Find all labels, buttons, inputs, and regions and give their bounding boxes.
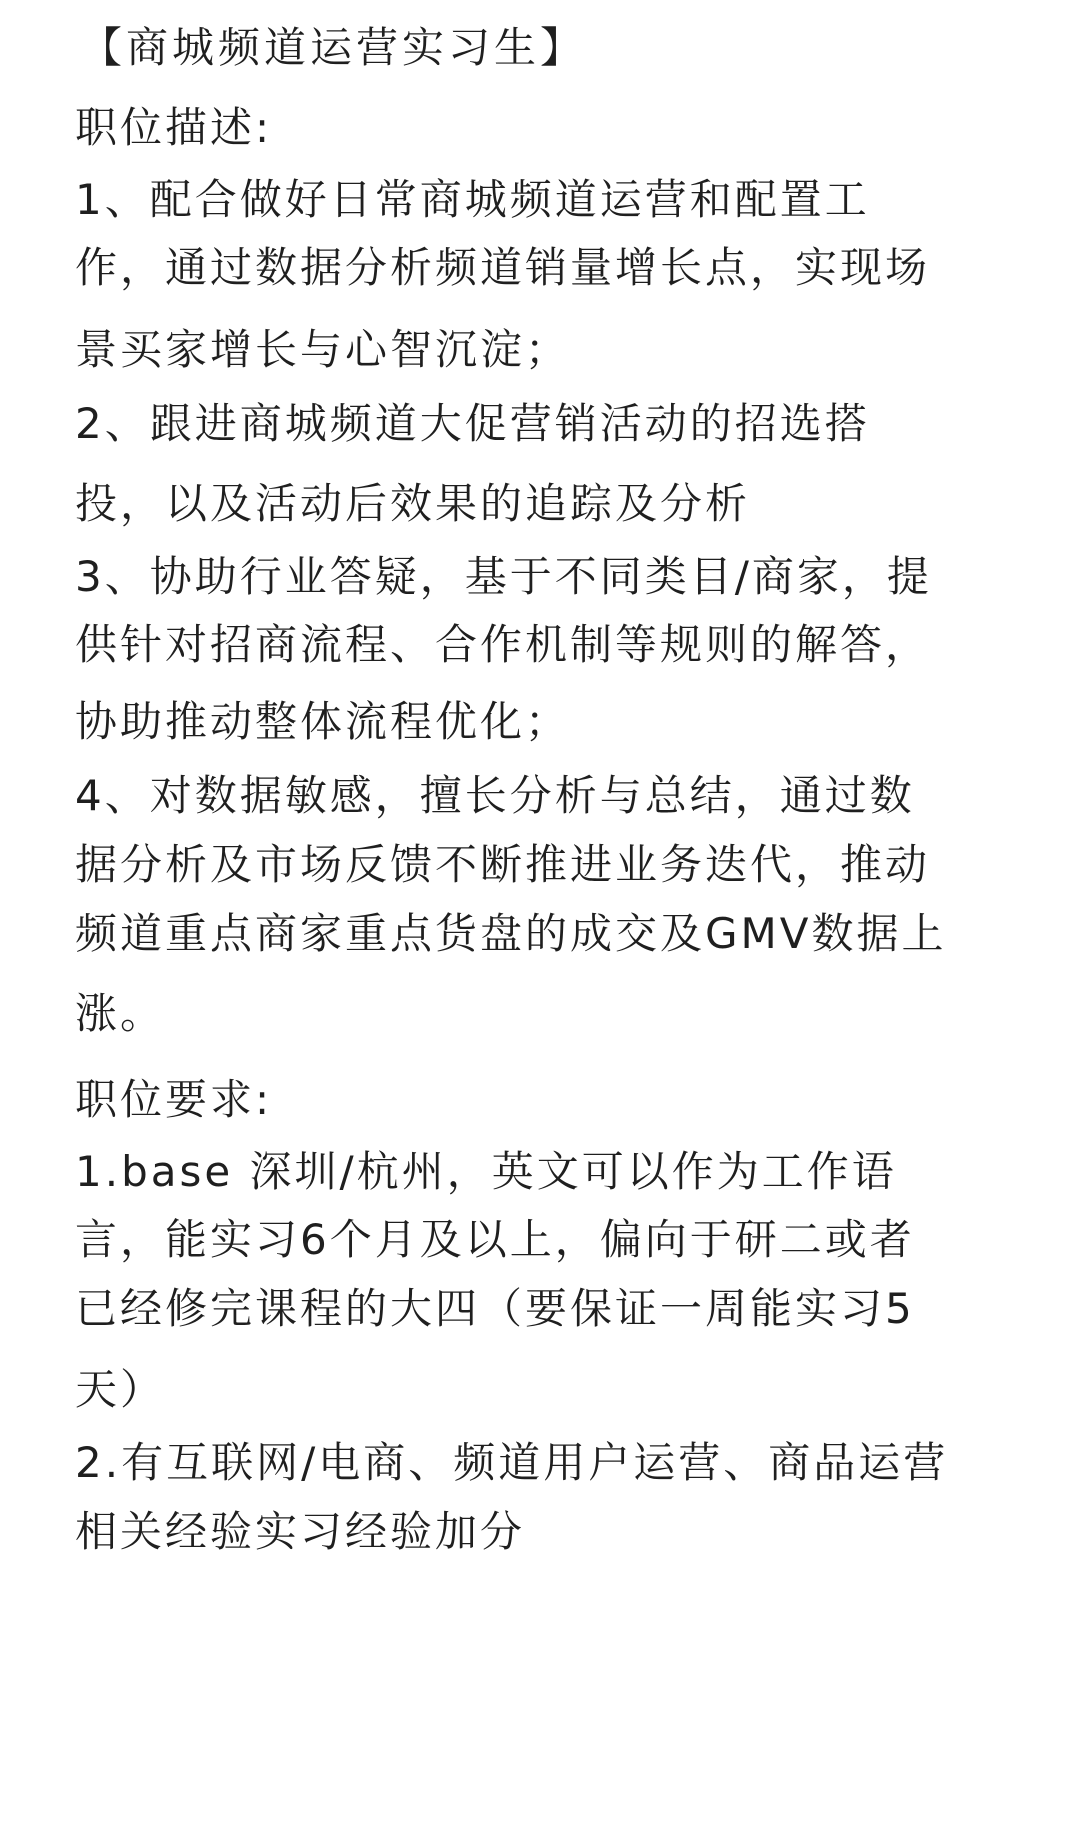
description-line: 2、跟进商城频道大促营销活动的招选搭 <box>75 399 870 448</box>
requirements-line: 相关经验实习经验加分 <box>75 1507 526 1556</box>
description-line: 投，以及活动后效果的追踪及分析 <box>75 479 751 528</box>
description-line: 据分析及市场反馈不断推进业务迭代，推动 <box>75 840 931 889</box>
requirements-line: 2.有互联网/电商、频道用户运营、商品运营 <box>75 1438 949 1487</box>
description-line: 1、配合做好日常商城频道运营和配置工 <box>75 175 870 224</box>
requirements-line: 1.base 深圳/杭州，英文可以作为工作语 <box>75 1147 897 1196</box>
requirements-line: 言，能实习6个月及以上，偏向于研二或者 <box>75 1215 915 1264</box>
description-line: 涨。 <box>75 989 166 1038</box>
description-line: 协助推动整体流程优化； <box>75 697 571 746</box>
requirements-line: 已经修完课程的大四（要保证一周能实习5 <box>75 1284 915 1333</box>
requirements-line: 天） <box>75 1365 166 1414</box>
description-line: 景买家增长与心智沉淀； <box>75 325 571 374</box>
job-title: 【商城频道运营实习生】 <box>80 23 587 72</box>
description-line: 3、协助行业答疑，基于不同类目/商家，提 <box>75 552 932 601</box>
description-heading: 职位描述: <box>75 103 273 152</box>
description-line: 作，通过数据分析频道销量增长点，实现场 <box>75 243 931 292</box>
requirements-heading: 职位要求: <box>75 1075 273 1124</box>
description-line: 供针对招商流程、合作机制等规则的解答， <box>75 620 931 669</box>
description-line: 频道重点商家重点货盘的成交及GMV数据上 <box>75 909 947 958</box>
description-line: 4、对数据敏感，擅长分析与总结，通过数 <box>75 771 915 820</box>
